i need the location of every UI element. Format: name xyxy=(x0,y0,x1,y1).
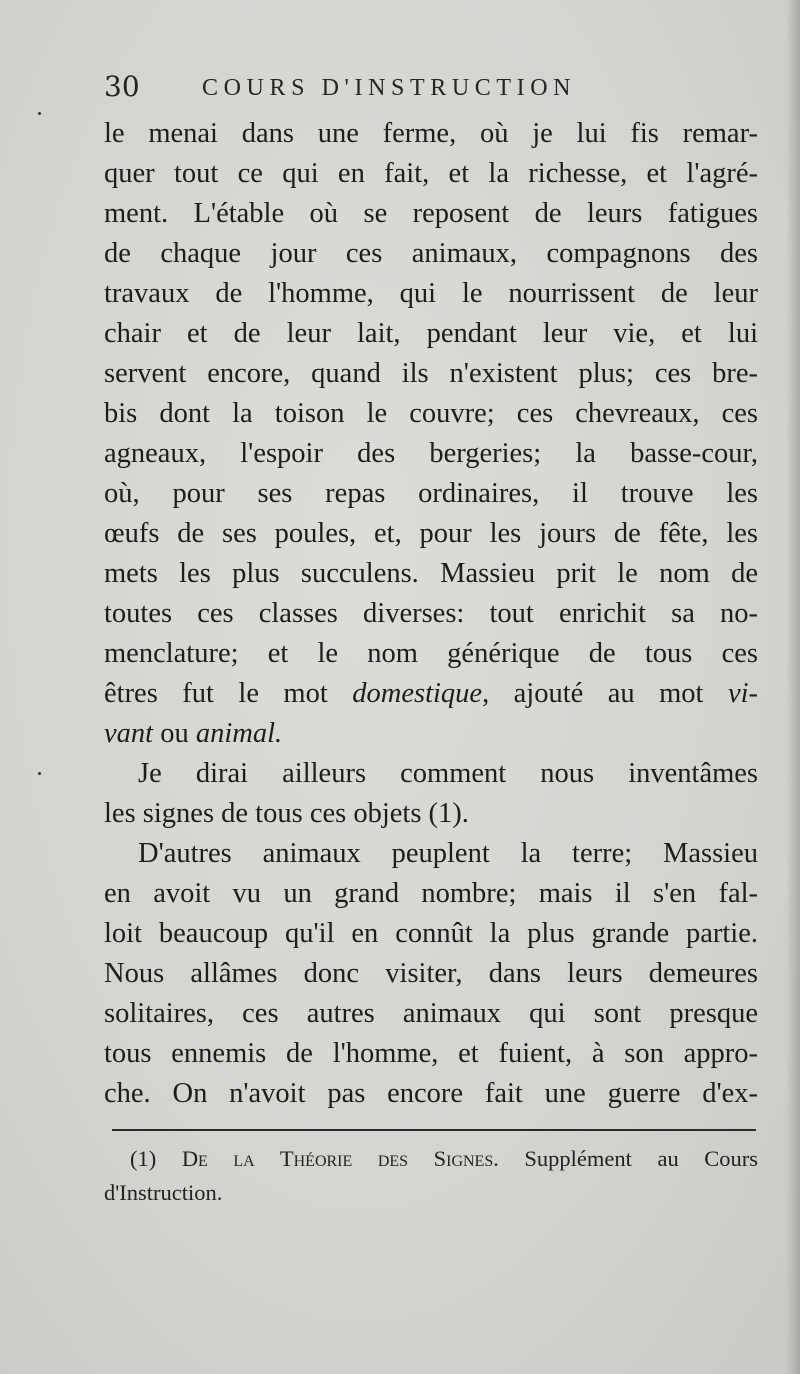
italic-text: vi- xyxy=(727,678,758,709)
footnote-line: d'Instruction. xyxy=(104,1180,223,1205)
text-segment: bis dont la toison le couvre; ces chevreaux, ces xyxy=(104,398,758,429)
text-line xyxy=(104,954,758,994)
italic-text: domestique xyxy=(352,678,483,709)
text-segment: Nous allâmes donc visiter, dans leurs demeures xyxy=(104,958,758,989)
text-line xyxy=(104,674,758,714)
footnote-marker: (1) xyxy=(130,1146,157,1171)
text-line xyxy=(104,514,758,554)
text-line xyxy=(104,434,758,474)
footnote-text: Supplément au Cours xyxy=(524,1146,759,1171)
text-line xyxy=(104,594,758,634)
text-segment: mets les plus succulens. Massieu prit le nom de xyxy=(104,558,758,589)
text-segment: où, pour ses repas ordinaires, il trouve les xyxy=(104,478,758,509)
text-line xyxy=(104,1034,758,1074)
page-edge-shadow xyxy=(786,0,800,1374)
print-speck xyxy=(38,112,41,115)
text-segment: , ajouté au mot xyxy=(482,678,728,709)
body-text xyxy=(104,114,758,1114)
text-line xyxy=(104,634,758,674)
italic-text: vant xyxy=(104,718,154,749)
text-line xyxy=(104,754,758,794)
text-segment: D'autres animaux peuplent la terre; Massieu xyxy=(138,838,758,869)
text-segment: de chaque jour ces animaux, compagnons des xyxy=(104,238,758,269)
text-segment: ment. L'étable où se reposent de leurs fatigues xyxy=(104,198,758,229)
text-line xyxy=(104,314,758,354)
text-segment: travaux de l'homme, qui le nourrissent de leur xyxy=(104,278,758,309)
footnote-source-title: De la Théorie des Signes. xyxy=(181,1146,499,1171)
running-head xyxy=(104,70,764,104)
text-segment: quer tout ce qui en fait, et la richesse, et l'agré- xyxy=(104,158,758,189)
text-line xyxy=(104,1074,758,1114)
text-segment: menclature; et le nom générique de tous ces xyxy=(104,638,758,669)
footnote xyxy=(104,1142,759,1210)
text-line xyxy=(104,394,758,434)
footnote-line xyxy=(130,1142,758,1176)
print-speck xyxy=(38,772,41,775)
text-line xyxy=(104,794,758,834)
text-segment: solitaires, ces autres animaux qui sont presque xyxy=(104,998,758,1029)
text-segment: œufs de ses poules, et, pour les jours de fête, les xyxy=(104,518,758,549)
text-line xyxy=(104,554,758,594)
text-line xyxy=(104,194,758,234)
text-segment: agneaux, l'espoir des bergeries; la basse-cour, xyxy=(104,438,758,469)
text-line xyxy=(104,354,758,394)
text-line xyxy=(104,114,758,154)
text-segment: che. On n'avoit pas encore fait une guerre d'ex- xyxy=(104,1078,758,1109)
italic-text: animal. xyxy=(195,718,283,749)
text-line xyxy=(104,474,758,514)
footnote-rule xyxy=(112,1129,756,1131)
text-segment: chair et de leur lait, pendant leur vie, et lui xyxy=(104,318,758,349)
text-segment: Je dirai ailleurs comment nous inventâmes xyxy=(138,758,758,789)
text-segment: le menai dans une ferme, où je lui fis remar- xyxy=(104,118,758,149)
running-title: COURS D'INSTRUCTION xyxy=(202,75,577,101)
text-line xyxy=(104,234,758,274)
text-segment: les signes de tous ces objets (1). xyxy=(104,798,469,829)
text-segment: toutes ces classes diverses: tout enrichit sa no- xyxy=(104,598,758,629)
page-number: 30 xyxy=(104,70,140,103)
text-line xyxy=(104,874,758,914)
text-segment: tous ennemis de l'homme, et fuient, à son appro- xyxy=(104,1038,758,1069)
text-segment: en avoit vu un grand nombre; mais il s'en fal- xyxy=(104,878,758,909)
text-segment: ou xyxy=(153,718,196,749)
text-line xyxy=(104,154,758,194)
text-segment: servent encore, quand ils n'existent plus; ces bre- xyxy=(104,358,758,389)
text-line xyxy=(104,914,758,954)
text-line xyxy=(104,834,758,874)
text-line xyxy=(104,714,758,754)
text-line xyxy=(104,274,758,314)
text-line xyxy=(104,994,758,1034)
text-segment: êtres fut le mot xyxy=(104,678,353,709)
text-segment: loit beaucoup qu'il en connût la plus grande partie. xyxy=(104,918,758,949)
